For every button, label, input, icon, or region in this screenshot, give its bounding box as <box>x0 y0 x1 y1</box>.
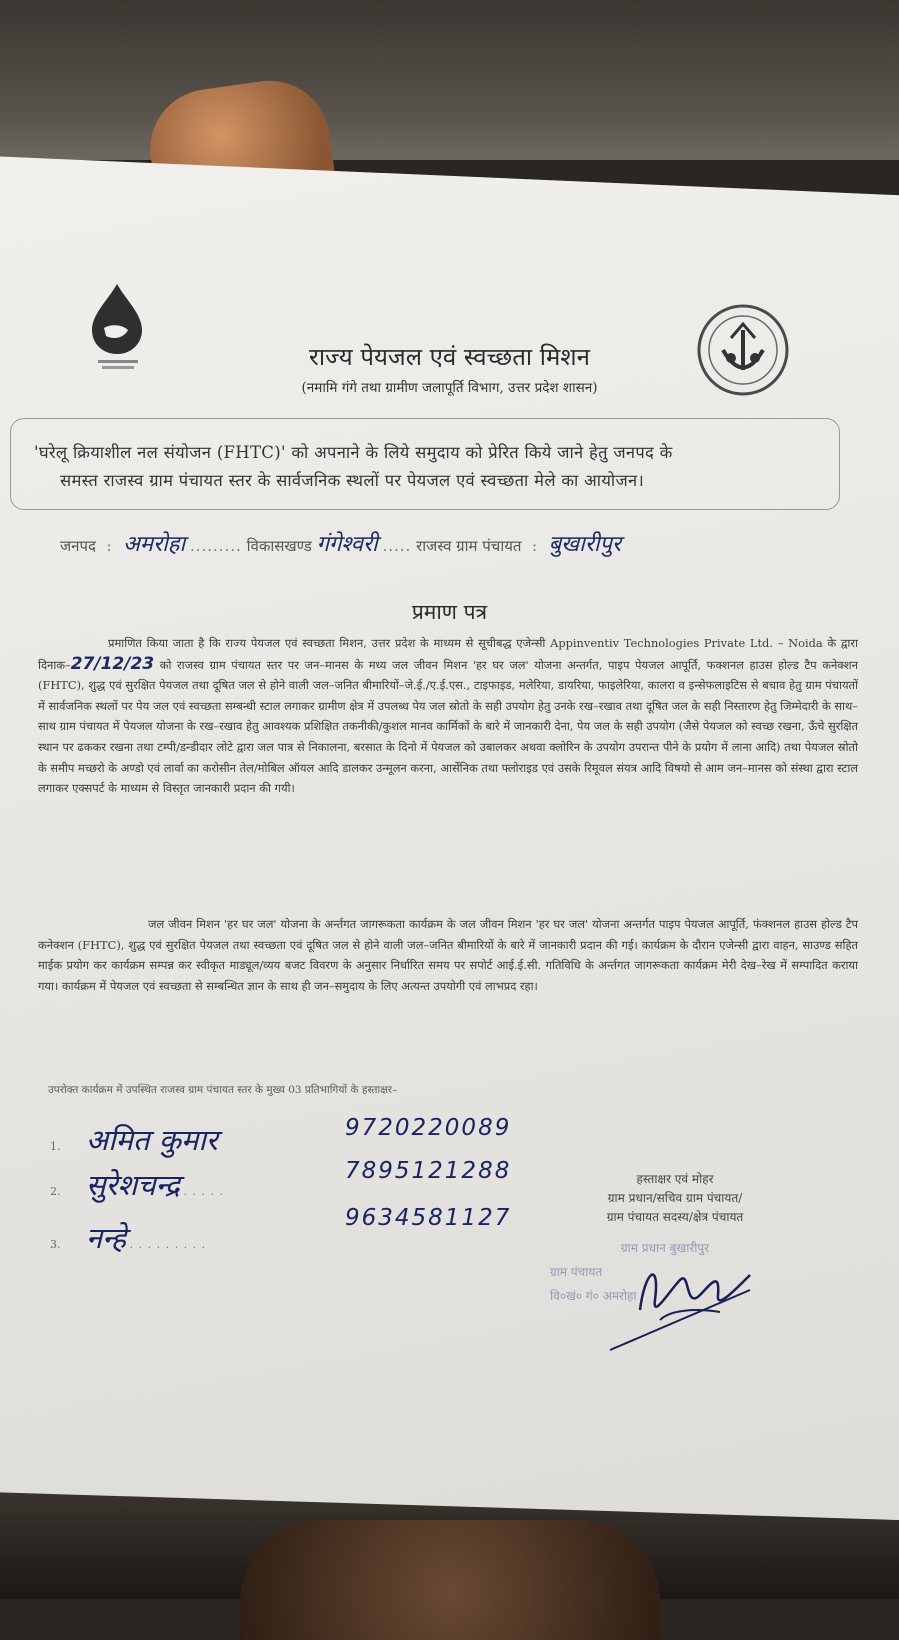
handwritten-signature <box>600 1250 780 1360</box>
participant-row: 2. सुरेशचन्द्र . . . . . <box>50 1168 224 1202</box>
participant-phone: 9634581127 <box>345 1205 512 1231</box>
page-title: राज्य पेयजल एवं स्वच्छता मिशन <box>309 343 590 371</box>
page-subtitle: (नमामि गंगे तथा ग्रामीण जलापूर्ति विभाग, उत्तर प्रदेश शासन) <box>301 380 598 396</box>
certificate-paragraph-1: प्रमाणित किया जाता है कि राज्य पेयजल एवं स्वच्छता मिशन, उत्तर प्रदेश के माध्यम से सूचीबद्ध एजेन्सी Appinventiv Technologies Private Ltd. – Noida के द्वारा दिनाक–27/12/23 को राजस्व ग्राम पंचायत स्तर पर जन–मानस के मध्य जल जीवन मिशन 'हर घर जल' योजना अन्तर्गत, पाइप पेयजल आपूर्ति, फक्शनल हाउस होल्ड टैप कनेक्शन (FHTC), शुद्ध एवं सुरक्षित पेयजल तथा दूषित जल से होने वाली जल–जनित बीमारियों–जे.ई./ए.ई.एस., टाइफाइड, मलेरिया, डायरिया, फाइलेरिया, कालरा व इन्सेफलाइटिस से बचाव हेतु ग्राम पंचायतों में सार्वजनिक स्थलों पर पेय जल एवं स्वच्छता सम्बन्धी स्टाल लगाकर ग्रामीण क्षेत्र में उपलब्ध पेय जल स्रोतो के सही उपयोग हेतु उनके रख–रखाव तथा दूषित जल के सही निस्तारण हेतु जिम्मेदारी के साथ–साथ ग्राम पंचायत में पेयजल योजना के रख–रखाव हेतु आवश्यक प्रशिक्षित तकनीकी/कुशल मानव कार्मिकों के बारे में जानकारी देना, पेय जल के सही उपयोग (जैसे पेयजल को स्वच्छ रखना, ऊँचे सुरक्षित स्थान पर ढककर रखना तथा टम्पी/डन्डीदार लोटे द्वारा जल पात्र से निकालना, बरसात के दिनो में पेयजल को उबालकर अथवा क्लोरिन के उपयोग उपरान्त पीने के प्रयोग में लाना आदि) तथा पेयजल स्रोतो के समीप मच्छरो के अण्डो एवं लार्वा का करोसीन तेल/मोबिल ऑयल आदि डालकर उन्मूलन करना, आर्सेनिक तथा फ्लोराइड एवं उसके रिमूवल संयत्र आदि विषयो से आम जन–मानस को संस्था द्वारा स्टाल लगाकर एक्सपर्ट के माध्यम से विस्तृत जानकारी प्रदान की गयी। <box>38 636 858 796</box>
participant-name: सुरेशचन्द्र <box>86 1168 180 1202</box>
official-stamp: ग्राम प्रधान बुखारीपुर ग्राम पंचायत वि०खं० गं० अमरोहा <box>550 1241 710 1303</box>
location-fields: जनपद : अमरोहा ......... विकासखण्ड गंगेश्वरी ..... राजस्व ग्राम पंचायत : बुखारीपुर <box>60 532 622 557</box>
district-label: जनपद <box>60 537 96 555</box>
village-value: बुखारीपुर <box>548 532 622 557</box>
signatory-block: हस्ताक्षर एवं मोहर ग्राम प्रधान/सचिव ग्राम पंचायत/ ग्राम पंचायत सदस्य/क्षेत्र पंचायत <box>606 1172 744 1224</box>
participants-caption: उपरोक्त कार्यक्रम में उपस्थित राजस्व ग्राम पंचायत स्तर के मुख्य 03 प्रतिभागियों के हस्ताक्षर– <box>48 1084 398 1096</box>
hand <box>240 1520 660 1640</box>
district-value: अमरोहा <box>123 532 186 557</box>
certificate-heading: प्रमाण पत्र <box>411 600 488 624</box>
background-top <box>0 0 899 160</box>
village-label: राजस्व ग्राम पंचायत <box>416 537 522 555</box>
banner-line-2: समस्त राजस्व ग्राम पंचायत स्तर के सार्वजनिक स्थलों पर पेयजल एवं स्वच्छता मेले का आयोजन। <box>60 471 645 490</box>
participant-row: 1. अमित कुमार <box>50 1123 218 1157</box>
participant-name: नन्हे <box>86 1221 127 1255</box>
banner-box <box>10 418 840 510</box>
banner-line-1: 'घरेलू क्रियाशील नल संयोजन (FHTC)' को अपनाने के लिये समुदाय को प्रेरित किये जाने हेतु जनपद के <box>34 443 673 462</box>
event-date: 27/12/23 <box>70 653 155 674</box>
participant-phone: 7895121288 <box>345 1158 512 1184</box>
block-value: गंगेश्वरी <box>316 532 378 557</box>
participant-name: अमित कुमार <box>86 1123 218 1157</box>
block-label: विकासखण्ड <box>246 537 312 555</box>
participant-phone: 9720220089 <box>345 1115 512 1141</box>
certificate-paragraph-2: जल जीवन मिशन 'हर घर जल' योजना के अर्न्तगत जागरूकता कार्यक्रम के जल जीवन मिशन 'हर घर जल' योजना अन्तर्गत पाइप पेयजल आपूर्ति, फंक्शनल हाउस होल्ड टैप कनेक्शन (FHTC), शुद्ध एवं सुरक्षित पेयजल तथा स्वच्छता एवं दूषित जल से होने वाली जल–जनित बीमारियों के बारे में जानकारी प्रदान की गई। कार्यक्रम के दौरान एजेन्सी द्वारा वाहन, साउण्ड सहित माईक प्रयोग कर कार्यक्रम सम्पन्न कर स्वीकृत माड्यूल/व्यय बजट विवरण के अनुसार निर्धारित समय पर सपोर्ट आई.ई.सी. गतिविधि के अर्न्तगत जागरूकता कार्यक्रम मेरी देख–रेख में सम्पादित कराया गया। कार्यक्रम में पेयजल एवं स्वच्छता से सम्बन्धित ज्ञान के साथ ही जन–समुदाय के लिए अत्यन्त उपयोगी एवं लाभप्रद रहा। <box>38 917 858 993</box>
participant-row: 3. नन्हे . . . . . . . . . <box>50 1221 207 1255</box>
